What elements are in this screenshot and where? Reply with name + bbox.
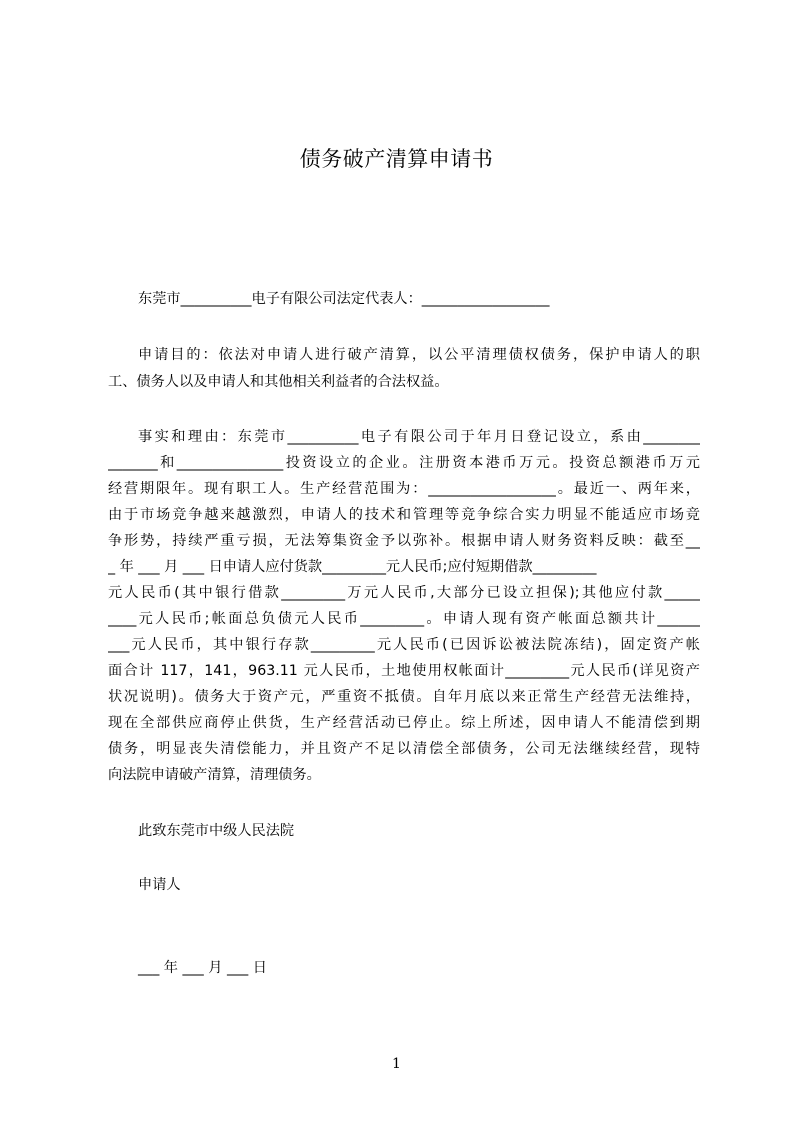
court-address-line: 此致东莞市中级人民法院 — [138, 823, 295, 839]
purpose-line-1: 申请目的：依法对申请人进行破产清算，以公平清理债权债务，保护申请人的职 — [138, 347, 700, 363]
purpose-line-2: 工、债务人以及申请人和其他相关利益者的合法权益。 — [108, 374, 449, 390]
facts-line-1: 事实和理由：东莞市__________电子有限公司于年月日登记设立，系由________ — [138, 429, 700, 445]
document-title: 债务破产清算申请书 — [299, 147, 494, 171]
facts-line-13: 债务，明显丧失清偿能力，并且资产不足以清偿全部债务，公司无法继续经营，现特 — [108, 741, 700, 757]
facts-line-3: 经营期限年。现有职工人。生产经营范围为：__________________。最近一、两年来， — [108, 481, 700, 497]
facts-line-7: 元人民币(其中银行借款_________万元人民币,大部分已设立担保);其他应付款_____ — [108, 585, 700, 601]
facts-line-12: 现在全部供应商停止供货，生产经营活动已停止。综上所述，因申请人不能清偿到期 — [108, 715, 700, 731]
facts-line-11: 状况说明)。债务大于资产元，严重资不抵债。自年月底以来正常生产经营无法维持， — [108, 689, 700, 705]
facts-line-5: 争形势，持续严重亏损，无法筹集资金予以弥补。根据申请人财务资料反映：截至__ — [108, 533, 700, 549]
facts-line-10: 面合计 117，141，963.11 元人民币，土地使用权帐面计_________元人民币(详见资产 — [108, 663, 700, 679]
facts-line-6: _ 年 ___ 月 ___ 日申请人应付货款_________元人民币;应付短期借款_________ — [108, 559, 597, 575]
facts-line-14: 向法院申请破产清算，清理债务。 — [108, 767, 321, 783]
facts-line-2: _______和_______________投资设立的企业。注册资本港币万元。投资总额港币万元 — [108, 455, 700, 471]
applicant-line: 申请人 — [138, 877, 181, 893]
legal-representative-line: 东莞市__________电子有限公司法定代表人：__________________ — [138, 291, 550, 307]
facts-line-8: ____元人民币;帐面总负债元人民币_________。申请人现有资产帐面总额共计______ — [108, 611, 700, 627]
facts-line-9: ___元人民币，其中银行存款_________元人民币(已因诉讼被法院冻结)，固定资产帐 — [108, 637, 700, 653]
facts-line-4: 由于市场竞争越来越激烈，申请人的技术和管理等竞争综合实力明显不能适应市场竞 — [108, 507, 700, 523]
date-line: ___ 年 ___ 月 ___ 日 — [138, 960, 267, 976]
page-number: 1 — [392, 1056, 401, 1072]
